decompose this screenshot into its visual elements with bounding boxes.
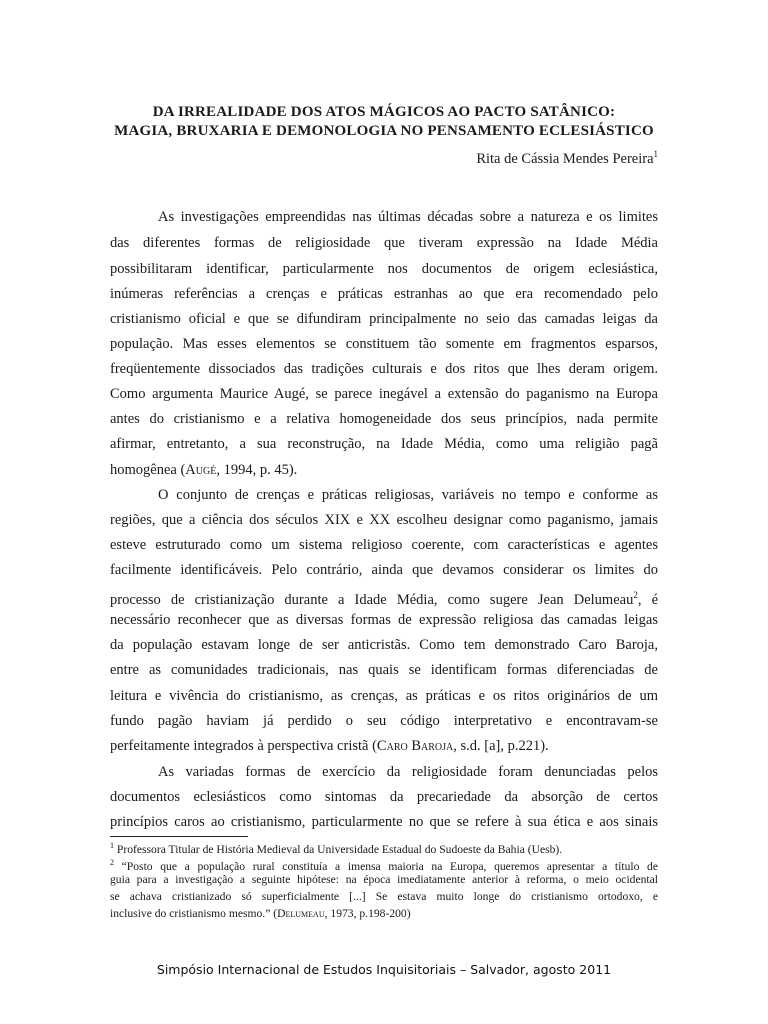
citation-author: Caro Baroja [376, 738, 454, 754]
footnote-2-line: guia para a investigação a seguinte hipótese: na época imediatamente anterior à reforma, o meio ocidental [110, 873, 658, 886]
paragraph-line: homogênea (Augé, 1994, p. 45). [110, 462, 298, 478]
footnote-separator [110, 836, 248, 837]
paragraph-line: afirmar, entretanto, a sua reconstrução, na Idade Média, como uma religião pagã [110, 436, 658, 452]
paragraph-line: regiões, que a ciência dos séculos XIX e XX escolheu designar como paganismo, jamais [110, 512, 658, 528]
paragraph-line: freqüentemente dissociados das tradições culturais e dos ritos que lhes deram origem. [110, 361, 658, 377]
paragraph-line: da população estavam longe de ser anticristãs. Como tem demonstrado Caro Baroja, [110, 637, 658, 653]
paragraph-line: fundo pagão haviam já perdido o seu código interpretativo e encontravam-se [110, 713, 658, 729]
paragraph-line: entre as comunidades tradicionais, nas quais se identificam formas diferenciadas de [110, 662, 658, 678]
paragraph-line: As variadas formas de exercício da religiosidade foram denunciadas pelos [158, 764, 658, 780]
paragraph-line: inúmeras referências a crenças e práticas estranhas ao que era recomendado pelo [110, 286, 658, 302]
title-line-2: MAGIA, BRUXARIA E DEMONOLOGIA NO PENSAMENTO ECLESIÁSTICO [114, 123, 654, 139]
paragraph-line: facilmente identificáveis. Pelo contrário, ainda que devamos considerar os limites do [110, 562, 658, 578]
footnote-mark-2[interactable]: 2 [633, 590, 638, 600]
paragraph-line: Como argumenta Maurice Augé, se parece inegável a extensão do paganismo na Europa [110, 386, 658, 402]
paragraph-line: processo de cristianização durante a Idade Média, como sugere Jean Delumeau$^2$, é [110, 590, 659, 608]
paragraph-line: das diferentes formas de religiosidade que tiveram expressão na Idade Média [110, 235, 658, 251]
paragraph-line: As investigações empreendidas nas últimas décadas sobre a natureza e os limites [158, 209, 658, 225]
footnote-2-line: inclusive do cristianismo mesmo.” (Delumeau, 1973, p.198-200) [110, 907, 411, 920]
footnote-2-line: $^2$ “Posto que a população rural constituía a imensa maioria na Europa, queremos apresentar a título de [110, 858, 658, 873]
paragraph-line: possibilitaram identificar, particularmente nos documentos de origem eclesiástica, [110, 261, 658, 277]
paragraph-line: perfeitamente integrados à perspectiva cristã (Caro Baroja, s.d. [a], p.221). [110, 738, 549, 754]
author-note-mark[interactable]: 1 [653, 149, 658, 159]
paragraph-line: esteve estruturado como um sistema religioso coerente, com características e agentes [110, 537, 658, 553]
citation-author: Delumeau [277, 907, 325, 920]
citation-author: Augé [185, 462, 217, 478]
title-line-1: DA IRREALIDADE DOS ATOS MÁGICOS AO PACTO SATÂNICO: [152, 104, 616, 120]
footnote-1: $^1$ Professora Titular de História Medieval da Universidade Estadual do Sudoeste da Bahia (Uesb). [110, 841, 563, 856]
paragraph-line: população. Mas esses elementos se constituem tão somente em fragmentos esparsos, [110, 336, 658, 352]
paragraph-line: cristianismo oficial e que se difundiram principalmente no seio das camadas leigas da [110, 311, 658, 327]
paragraph-line: necessário reconhecer que as diversas formas de expressão religiosa das camadas leigas [110, 612, 658, 628]
footnote-2-line: se achava cristianizado só superficialmente [...] Se estava muito longe do cristianismo ortodoxo, e [110, 890, 658, 903]
paragraph-line: antes do cristianismo e a relativa homogeneidade dos seus princípios, nada permite [110, 411, 658, 427]
paragraph-line: O conjunto de crenças e práticas religiosas, variáveis no tempo e conforme as [158, 487, 658, 503]
author-name: Rita de Cássia Mendes Pereira$^1$ [476, 149, 658, 167]
page-footer: Simpósio Internacional de Estudos Inquisitoriais – Salvador, agosto 2011 [156, 962, 612, 977]
paragraph-line: leitura e vivência do cristianismo, as crenças, as práticas e os ritos originários de um [110, 688, 658, 704]
paragraph-line: documentos eclesiásticos como sintomas da precariedade da absorção de certos [110, 789, 658, 805]
paragraph-line: princípios caros ao cristianismo, particularmente no que se refere à sua ética e aos sinais [110, 814, 658, 830]
